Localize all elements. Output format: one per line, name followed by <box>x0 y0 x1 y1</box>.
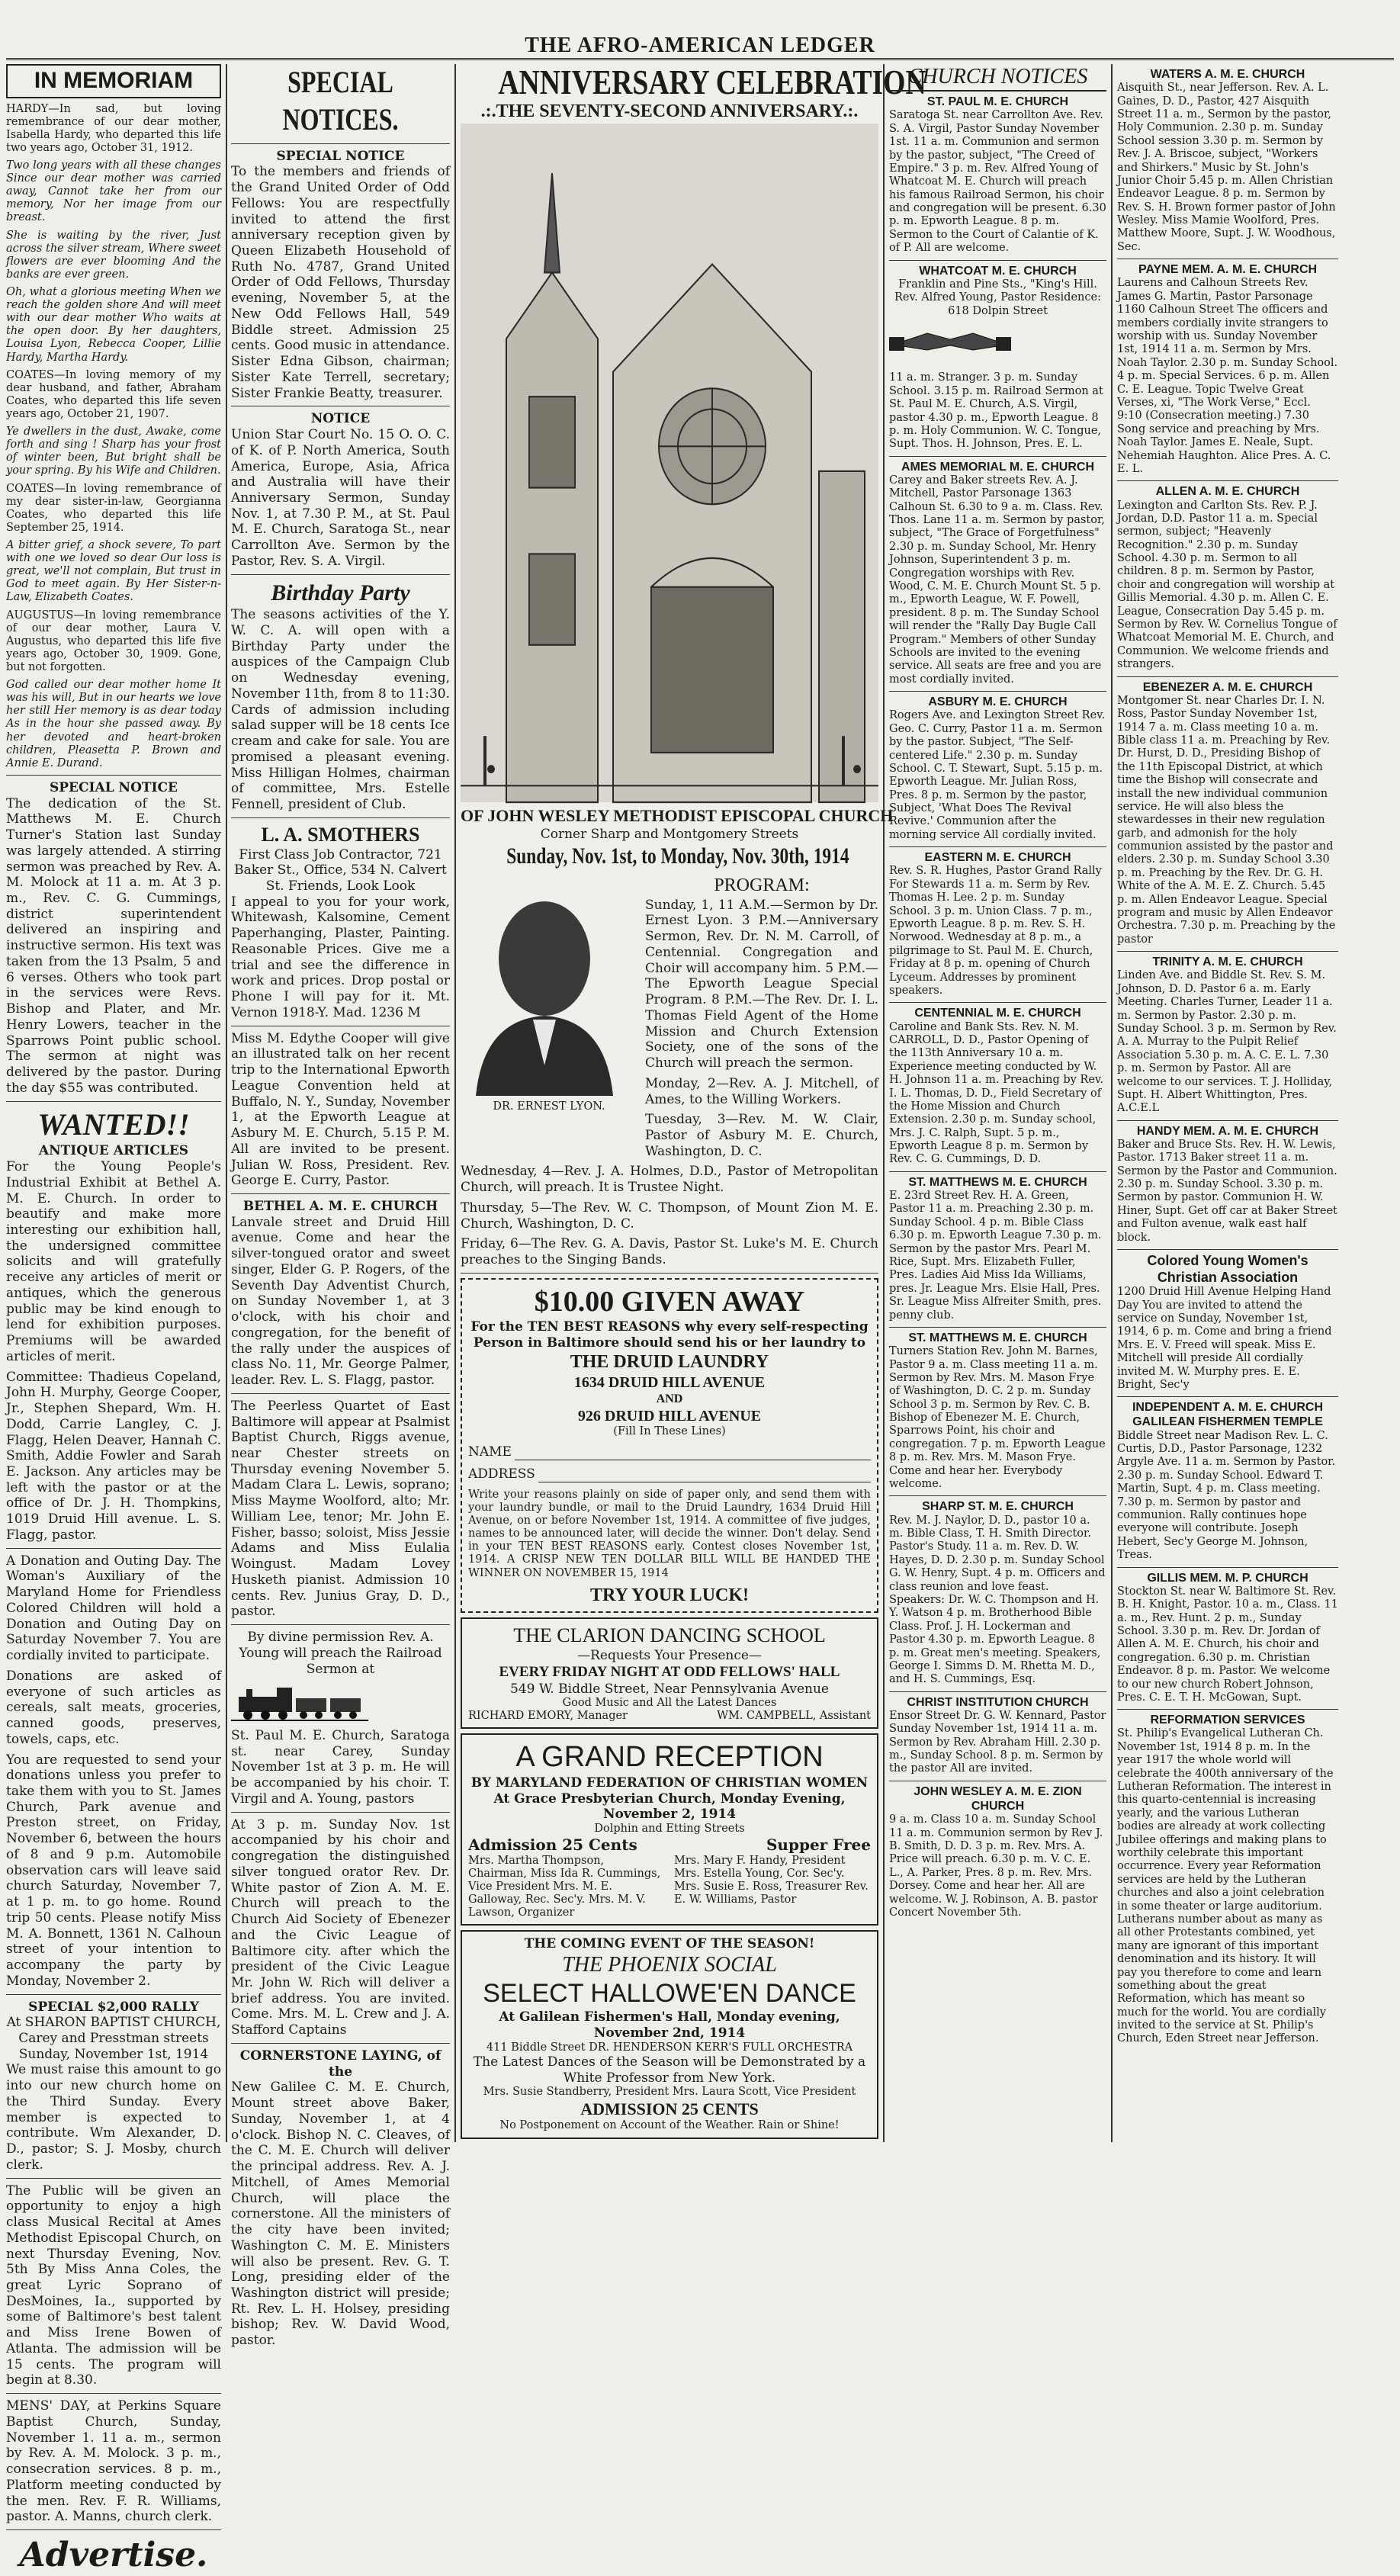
laundry-address-1: 1634 DRUID HILL AVENUE <box>573 1373 766 1391</box>
church-text: Ensor Street Dr. G. W. Kennard, Pastor Sunday November 1st, 1914 11 a. m. Sermon by Rev. Abraham Hill. 2.30 p. m., Sunday School. 8 p. m. Sermon by the pastor All are invited. <box>889 1709 1106 1775</box>
reception-streets: Dolphin and Etting Streets <box>594 1823 745 1836</box>
church-name: WATERS A. M. E. CHURCH <box>1150 68 1305 81</box>
handshake-illustration <box>889 318 1011 360</box>
church-location: Corner Sharp and Montgomery Streets <box>540 827 799 843</box>
column-divider <box>1111 64 1113 2142</box>
church-text: Montgomer St. near Charles Dr. I. N. Ross, Pastor Sunday November 1st, 1914 7 a. m. Class meeting 10 a. m. Bible class 11 a. m. Preaching by Rev. Dr. Hurst, D. D., Presiding Bishop of the 11th Episcopal District, at which time the Bishop will consecrate and install the new individual communion service. He will also bless the stewardesses in their new regulation garb, and admonish for the holy communion assisted by the pastor and elders. 2.30 p. m. Sunday School 3.30 p. m. Preaching by the Rev. Dr. G. H. White of the A. M. E. Z. Church. 5.45 p. m. Allen Endeavor League. Special program and music by Allen Endeavor Orchestra. 7.30 p. m. Preaching by the pastor <box>1117 694 1336 946</box>
church-notice <box>1117 1397 1338 1567</box>
donation-text: Donations are asked of everyone of such articles as cereals, salt meats, groceries, canned goods, preserves, towels, caps, etc. <box>6 1668 221 1747</box>
memoriam-entry: HARDY—In sad, but loving remembrance of our dear mother, Isabella Hardy, who departed this life two years ago, October 31, 1912. <box>6 102 221 154</box>
column-divider <box>454 64 456 2142</box>
name-line <box>468 1444 871 1460</box>
reception-info <box>468 1836 871 1854</box>
phoenix-social-ad <box>461 1930 878 2138</box>
contest-rules: Write your reasons plainly on side of paper only, and send them with your laundry bundle, or mail to the Druid Laundry, 1634 Druid Hill Avenue, on or before November 1st, 1914. A committee of five judges, names to be announced later, will decide the winner. Don't delay. Send in your TEN BEST REASONS early. Contest closes November 1st, 1914. A CRISP NEW TEN DOLLAR BILL WILL BE HANDED THE WINNER ON NOVEMBER 15, 1914 <box>468 1488 871 1579</box>
mens-day-text: MENS' DAY, at Perkins Square Baptist Church, Sunday, November 1. 11 a. m., sermon by Rev. A. M. Molock. 3 p. m., consecration services. 8 p. m., Platform meeting conducted by the men. Rev. F. R. Williams, pastor. A. Manns, church clerk. <box>6 2398 221 2525</box>
cooper-talk-text: Miss M. Edythe Cooper will give an illustrated talk on her recent trip to the International Epworth League Convention held at Buffalo, N. Y., Sunday, November 1, at the Epworth League at Asbury M. E. Church, 5.15 P. M. All are invited to be present. Julian W. Ross, President. Rev. George E. Curry, Pastor. <box>231 1030 450 1189</box>
dance-officers: Mrs. Susie Standberry, President Mrs. Laura Scott, Vice President <box>483 2086 856 2099</box>
church-text: Rogers Ave. and Lexington Street Rev. Geo. C. Curry, Pastor 11 a. m. Sermon by the pastor. Subject, "The Self-centered Life." 2.30 p. m. Sunday School. C. T. Stewart, Supt. 5.15 p. m. Epworth League. Mr. Julian Ross, Pres. 8 p. m. Sermon by the pastor, Subject, 'What Does The Revival Revive.' Communion after the morning service All cordially invited. <box>889 709 1106 841</box>
divider <box>6 1101 221 1102</box>
divider <box>231 143 450 144</box>
dance-admission: ADMISSION 25 CENTS <box>580 2099 759 2118</box>
laundry-name: THE DRUID LAUNDRY <box>570 1351 769 1372</box>
officers-left: Mrs. Martha Thompson, Chairman, Miss Ida R. Cummings, Vice President Mrs. M. E. Galloway, Rec. Sec'y. Mrs. M. V. Lawson, Organizer <box>468 1854 661 1919</box>
reception-admission: Admission 25 Cents <box>468 1836 637 1855</box>
divider <box>231 1393 450 1394</box>
church-text: St. Philip's Evangelical Lutheran Ch. November 1st, 1914 8 p. m. In the year 1917 the whole world will celebrate the 400th anniversary of the Lutheran Reformation. The interest in this quarto-centennial is increasing yearly, and the various Lutheran bodies are already at work collecting Jubilee offerings and making plans to worthily celebrate this important occurrence. Every year Reformation services are held by the Lutheran churches and also a joint celebration in some theater or large auditorium. Lutherans number about as many as all other Protestants combined, yet many are ignorant of this important denomination and its history. It will pay you therefore to come and learn something about the great Reformation, which has meant so much for the world. You are cordially invited to the service at St. Philip's Church, Eden Street near Jefferson. <box>1117 1727 1334 2045</box>
cornerstone-text: New Galilee C. M. E. Church, Mount street above Baker, Sunday, November 1, at 4 o'clock. Bishop N. C. Cleaves, of the C. M. E. Church will deliver the principal address. Rev. A. J. Mitchell, of Ames Memorial Church, will place the cornerstone. All the ministers of the city have been invited; Washington C. M. E. Ministers will also be present. Rev. G. T. Long, presiding elder of the Washington district will preside; Rt. Rev. L. H. Holsey, presiding bishop; Rev. W. David Wood, pastor. <box>231 2080 450 2349</box>
church-notice <box>889 261 1106 369</box>
church-notice <box>889 1328 1106 1496</box>
divider <box>231 1812 450 1813</box>
divider <box>231 1193 450 1194</box>
church-name: INDEPENDENT A. M. E. CHURCH GALILEAN FISHERMEN TEMPLE <box>1132 1401 1324 1429</box>
halloween-heading: SELECT HALLOWE'EN DANCE <box>483 1978 856 2008</box>
masthead-rule <box>6 58 1394 60</box>
church-name: OF JOHN WESLEY METHODIST EPISCOPAL CHURCH <box>461 806 894 826</box>
masthead <box>0 0 1400 57</box>
divider <box>6 2393 221 2394</box>
train-illustration <box>231 1681 368 1723</box>
railroad-sermon-text: By divine permission Rev. A. Young will preach the Railroad Sermon at <box>239 1630 442 1677</box>
smothers-address: First Class Job Contractor, 721 Baker St., Office, 534 N. Calvert St. Friends, Look Look <box>234 846 447 895</box>
church-name: CENTENNIAL M. E. CHURCH <box>914 1007 1081 1020</box>
memoriam-verse: Ye dwellers in the dust, Awake, come forth and sing ! Sharp has your frost of winter been, But bright shall be your spring. By his Wife and Children. <box>6 426 221 477</box>
union-star-notice: Union Star Court No. 15 O. O. C. of K. of P. North America, South America, Europe, Asia, Africa and Australia will have their Anniversary Sermon, Sunday Nov. 1, at 7.30 P. M., at St. Paul M. E. Church, Saratoga St., near Carrollton Ave. Sermon by the Pastor, Rev. S. A. Virgil. <box>231 427 450 569</box>
column-3 <box>461 63 926 2142</box>
church-name: ST. PAUL M. E. CHURCH <box>926 95 1069 109</box>
give-away-sub: For the TEN BEST REASONS why every self-respecting Person in Baltimore should send his or her laundry to <box>470 1319 869 1351</box>
program-block <box>461 875 878 1164</box>
church-name: EBENEZER A. M. E. CHURCH <box>1142 680 1313 694</box>
special-notices-heading: SPECIAL NOTICES. <box>282 65 399 137</box>
smothers-heading: L. A. SMOTHERS <box>261 823 420 846</box>
program-heading: PROGRAM: <box>714 875 810 896</box>
church-name: Colored Young Women's Christian Association <box>1147 1252 1308 1285</box>
church-name: TRINITY A. M. E. CHURCH <box>1152 956 1303 969</box>
laundry-address-2: 926 DRUID HILL AVENUE <box>577 1407 762 1425</box>
church-notice <box>1117 259 1338 481</box>
column-4 <box>889 64 1106 2142</box>
church-notice <box>889 692 1106 847</box>
church-text: Biddle Street near Madison Rev. L. C. Curtis, D.D., Pastor Parsonage, 1232 Argyle Ave. 11 a. m. Sermon by Pastor. 2.30 p. m. Sunday School. Edward T. Martin, Supt. 4 p. m. Class meeting. 7.30 p. m. Sermon by pastor and communion. Rally continues hope everyone will contribute. Joseph Hebert, Sec'y George M. Johnson, Treas. <box>1117 1429 1336 1562</box>
laundry-contest-ad <box>461 1278 878 1613</box>
railroad-sermon-details: St. Paul M. E. Church, Saratoga st. near Carey, Sunday November 1st at 3 p. m. He will be accompanied by his choir. T. Virgil and A. Young, pastors <box>231 1728 450 1807</box>
memoriam-entry: COATES—In loving remembrance of my dear sister-in-law, Georgianna Coates, who departed this life September 25, 1914. <box>6 482 221 534</box>
odd-fellows-notice: To the members and friends of the Grand United Order of Odd Fellows: You are respectfully invited to attend the first anniversary reception given by Queen Elizabeth Household of Ruth No. 4787, Grand United Order of Odd Fellows, Thursday evening, November 5, at the New Odd Fellows Hall, 549 Biddle street. Admission 25 cents. Good music in attendance. Sister Edna Gibson, chairman; Sister Kate Terrell, secretary; Sister Frankie Beatty, treasurer. <box>231 164 450 401</box>
musical-recital-text: The Public will be given an opportunity to enjoy a high class Musical Recital at Ames Methodist Episcopal Church, on next Thursday Evening, Nov. 5th By Miss Anna Coles, the great Lyric Soprano of DesMoines, Ia., supported by some of Baltimore's best talent and Miss Irene Bowen of Atlanta. The admission will be 15 cents. The program will begin at 8.30. <box>6 2183 221 2388</box>
church-illustration <box>461 124 878 802</box>
church-name: SHARP ST. M. E. CHURCH <box>922 1500 1074 1514</box>
wanted-heading: WANTED!! <box>37 1107 190 1142</box>
clarion-heading: THE CLARION DANCING SCHOOL <box>513 1624 826 1646</box>
anniversary-dates: Sunday, Nov. 1st, to Monday, Nov. 30th, 1914 <box>506 843 849 869</box>
church-notice <box>889 1692 1106 1781</box>
church-name: HANDY MEM. A. M. E. CHURCH <box>1136 1124 1319 1138</box>
program-thursday: Thursday, 5—The Rev. W. C. Thompson, of Mount Zion M. E. Church, Washington, D. C. <box>461 1200 878 1232</box>
reception-where: At Grace Presbyterian Church, Monday Evening, November 2, 1914 <box>493 1791 846 1823</box>
church-text: Laurens and Calhoun Streets Rev. James G. Martin, Pastor Parsonage 1160 Calhoun Street The officers and members cordially invite strangers to worship with us. Sunday November 1st, 1914 11 a. m. Sermon by Mrs. Noah Taylor. 2.30 p. m. Sunday School. 4 p. m. Special Services. 6 p. m. Allen C. E. League. Topic Twelve Great Verses, xi, "The Work Verse," Eccl. 9:10 (Consecration meeting.) 7.30 Song service and preaching by Mrs. Noah Taylor. James E. Neale, Supt. Nehemiah Haughton. Alice Pres. A. C. E. L. <box>1117 277 1338 475</box>
portrait-caption: DR. ERNEST LYON. <box>493 1100 605 1113</box>
fill-in-note: (Fill In These Lines) <box>613 1425 726 1438</box>
dance-where: At Galilean Fishermen's Hall, Monday evening, November 2nd, 1914 <box>499 2009 840 2041</box>
dance-text: The Latest Dances of the Season will be Demonstrated by a White Professor from New York. <box>473 2054 866 2086</box>
church-name: ST. MATTHEWS M. E. CHURCH <box>908 1331 1087 1344</box>
memoriam-entry: AUGUSTUS—In loving remembrance of our dear mother, Laura V. Augustus, who departed this life five years ago, October 30, 1909. Gone, but not forgotten. <box>6 609 221 673</box>
clarion-staff <box>468 1710 871 1723</box>
address-blank[interactable] <box>538 1468 871 1482</box>
portrait-box <box>461 875 637 1164</box>
grand-reception-ad <box>461 1733 878 1926</box>
reception-supper: Supper Free <box>766 1836 871 1855</box>
advertise-text: Advertise. <box>19 2536 208 2575</box>
program-monday: Monday, 2—Rev. A. J. Mitchell, of Ames, to the Willing Workers. <box>645 1075 878 1107</box>
give-away-heading: $10.00 GIVEN AWAY <box>534 1285 805 1318</box>
divider <box>6 1994 221 1995</box>
church-notice <box>889 1781 1106 1925</box>
church-name: ALLEN A. M. E. CHURCH <box>1155 485 1300 499</box>
column-1 <box>6 64 221 2575</box>
ernest-lyon-portrait <box>461 875 628 1096</box>
clarion-music: Good Music and All the Latest Dances <box>562 1697 777 1710</box>
bethel-text: Lanvale street and Druid Hill avenue. Come and hear the silver-tongued orator and sweet singer, Elder G. P. Rogers, of the Seventh Day Adventist Church, on Sunday November 1, at 3 o'clock, with his choir and congregation, for the benefit of the rally under the auspices of class No. 11, Mr. George Palmer, leader. Rev. L. S. Flagg, pastor. <box>231 1214 450 1389</box>
church-text: 1200 Druid Hill Avenue Helping Hand Day You are invited to attend the service on Sunday, November 1st, 1914, 6 p. m. Come and bring a friend Mrs. E. V. Freed will speak. Miss E. Mitchell will preside All cordially invited M. W. Murphy pres. E. E. Bright, Sec'y <box>1117 1286 1332 1391</box>
rally-text: We must raise this amount to go into our new church home on the Third Sunday. Every member is expected to contribute. Wm Alexander, D. D., pastor; S. J. Mosby, church clerk. <box>6 2062 221 2173</box>
program-list <box>645 875 878 1164</box>
memoriam-verse: God called our dear mother home It was his will, But in our hearts we love her still Her memory is as dear today As in the hour she passed away. By her devoted and heart-broken children, Pleasetta P. Brown and Annie E. Durand. <box>6 679 221 769</box>
divider <box>6 775 221 776</box>
clarion-assistant: WM. CAMPBELL, Assistant <box>717 1710 871 1723</box>
church-text: Baker and Bruce Sts. Rev. H. W. Lewis, Pastor. 1713 Baker street 11 a. m. Sermon by the Pastor and Communion. 2.30 p. m. Sunday School. 3.30 p. m. Sermon by pastor. Communion H. W. Hiner, Supt. Get off car at Baker Street and Fulton avenue, walk east half block. <box>1117 1138 1337 1244</box>
memoriam-verse: She is waiting by the river, Just across the silver stream, Where sweet flowers are ever blooming And the banks are ever green. <box>6 229 221 281</box>
church-text: Linden Ave. and Biddle St. Rev. S. M. Johnson, D. D. Pastor 6 a. m. Early Meeting. Charles Turner, Leader 11 a. m. Sermon by Pastor. 2.30 p. m. Sunday School. 3 p. m. Sermon by Rev. A. A. Murray to the Pulpit Relief Association 5.30 p. m. A. C. E. L. 7.30 p. m. Sermon by Pastor. All are welcome to our services. T. J. Holliday, Supt. H. Albert Whittington, Pres. A.C.E.L <box>1117 969 1337 1115</box>
church-notice <box>1117 1121 1338 1250</box>
in-memoriam-heading: IN MEMORIAM <box>6 64 221 98</box>
church-notice <box>889 1496 1106 1691</box>
smothers-text: I appeal to you for your work, Whitewash, Kalsomine, Cement Paperhanging, Plaster, Painting. Reasonable Prices. Give me a trial and see the difference in work and prices. Drop postal or Phone I will pay for it. Mt. Vernon 1918-Y. Mad. 1236 M <box>231 894 450 1020</box>
zion-sermon-text: At 3 p. m. Sunday Nov. 1st accompanied by his choir and congregation the distinguished silver tongued orator Rev. Dr. White pastor of Zion A. M. E. Church will preach to the Church Aid Society of Ebenezer and the Civic League of Baltimore city. after which the president of the Civic League Mr. John W. Rich will deliver a brief address. You are invited. Come. Mrs. M. L. Crew and J. A. Stafford Captains <box>231 1816 450 2038</box>
church-text: Rev. M. J. Naylor, D. D., pastor 10 a. m. Bible Class, T. H. Smith Director. Pastor's Study. 11 a. m. Rev. D. W. Hayes, D. D. 2.30 p. m. Sunday School G. W. Henry, Supt. 4 p. m. Officers and class reunion and love feast. Speakers: Dr. W. C. Thompson and H. Y. Watson 4 p. m. Brotherhood Bible Class. Prof. J. H. Lockerman and Pastor 4.30 p. m. Epworth League. 8 p. m. Great men's meeting. Speakers, George I. Simms D. M. Rhetta M. D., and H. S. Cummings, Esq. <box>889 1514 1106 1686</box>
church-text: Stockton St. near W. Baltimore St. Rev. B. H. Knight, Pastor. 10 a. m., Class. 11 a. m., Rev. Hunt. 2 p. m., Sunday School. 3.30 p. m. Rev. Dr. Jordan of Allen A. M. E. Church, his choir and congregation. 6.30 p. m. Christian Endeavor. 8 p. m. Pastor. We welcome to our new church Robert Johnson, Pres. C. E. T. H. McGowan, Supt. <box>1117 1585 1338 1704</box>
church-text: Franklin and Pine Sts., "King's Hill. Rev. Alfred Young, Pastor Residence: 618 Dolpin Street <box>894 278 1101 317</box>
antique-articles-heading: ANTIQUE ARTICLES <box>38 1143 189 1159</box>
church-text: Aisquith St., near Jefferson. Rev. A. L. Gaines, D. D., Pastor, 427 Aisquith Street 11 a. m., Sermon by the pastor, Holy Communion. 2.30 p. m. Sunday School session 3.30 p. m. Sermon by Rev. J. A. Briscoe, subject, "Workers and Shirkers." Music by St. John's Junior Choir 5.45 p. m. Allen Christian Endeavor League. 8 p. m. Sermon by Rev. S. H. Brown former pastor of John Wesley. Miss Mamie Woolford, Pres. Matthew Moore, Supt. J. W. Woodhous, Sec. <box>1117 82 1336 253</box>
clarion-where: 549 W. Biddle Street, Near Pennsylvania Avenue <box>510 1681 829 1697</box>
divider <box>6 1548 221 1549</box>
rally-heading: SPECIAL $2,000 RALLY <box>28 1999 199 2015</box>
laundry-and: AND <box>656 1392 683 1406</box>
church-name: PAYNE MEM. A. M. E. CHURCH <box>1138 263 1318 277</box>
special-notice-heading: SPECIAL NOTICE <box>50 779 178 795</box>
column-5 <box>1117 64 1338 2142</box>
church-name: CHRIST INSTITUTION CHURCH <box>907 1695 1089 1709</box>
name-blank[interactable] <box>515 1446 871 1460</box>
address-label: ADDRESS <box>468 1466 535 1482</box>
church-notice <box>889 1003 1106 1171</box>
memoriam-entry: COATES—In loving memory of my dear husband, and father, Abraham Coates, who departed this life seven years ago, October 21, 1907. <box>6 368 221 420</box>
officers-right: Mrs. Mary F. Handy, President Mrs. Estella Young, Cor. Sec'y. Mrs. Susie E. Ross, Treasurer Rev. E. W. Williams, Pastor <box>674 1854 869 1906</box>
church-text: E. 23rd Street Rev. H. A. Green, Pastor 11 a. m. Preaching 2.30 p. m. Sunday School. 4 p. m. Bible Class 6.30 p. m. Epworth League 7.30 p. m. Sermon by the pastor Mrs. Pearl M. Rice, Supt. Mrs. Elizabeth Fuller, Pres. Ladies Aid Miss Ida Williams, pres. Jr. League Mrs. Elsie Hall, Pres. Sr. League Miss Alfreiter Smith, pres. penny club. <box>889 1190 1102 1322</box>
church-notice <box>889 92 1106 260</box>
reception-by: BY MARYLAND FEDERATION OF CHRISTIAN WOMEN <box>470 1775 869 1791</box>
address-line <box>468 1466 871 1482</box>
divider <box>231 574 450 575</box>
church-notice <box>1117 1710 1338 2051</box>
divider <box>231 817 450 818</box>
memoriam-verse: Oh, what a glorious meeting When we reach the golden shore And will meet with our dear mother Who waits at the open door. By her daughters, Louisa Lyon, Rebecca Cooper, Lillie Hardy, Martha Hardy. <box>6 286 221 364</box>
clarion-when: EVERY FRIDAY NIGHT AT ODD FELLOWS' HALL <box>499 1664 840 1681</box>
program-sunday: Sunday, 1, 11 A.M.—Sermon by Dr. Ernest Lyon. 3 P.M.—Anniversary Sermon, Rev. Dr. N. M. Carroll, of Centennial. Congregation and Choir will accompany him. 5 P.M.—The Epworth League Special Program. 8 P.M.—The Rev. Dr. I. L. Thomas Field Agent of the Home Mission and Church Extension Society, one of the sons of the Church will preach the sermon. <box>645 897 878 1071</box>
church-notice <box>889 1172 1106 1328</box>
clarion-manager: RICHARD EMORY, Manager <box>468 1710 628 1723</box>
church-text: Saratoga St. near Carrollton Ave. Rev. S. A. Virgil, Pastor Sunday November 1st. 11 a. m. Communion and sermon by the pastor, subject, "The Creed of Empire." 3 p. m. Rev. Alfred Young of Whatcoat M. E. Church will preach his famous Railroad Sermon, his choir and congregation will be present. 6.30 p. m. Epworth League. 8 p. m. Sermon to the Court of Calantie of K. of P. All are welcome. <box>889 109 1106 255</box>
church-notice <box>1117 677 1338 952</box>
committee-text: Committee: Thadieus Copeland, John H. Murphy, George Cooper, Jr., Stephen Shepard, Wm. H. Dodd, Carrie Langley, C. J. Flagg, Helen Deaver, Hannah C. Smith, Addie Fowler and Sarah E. Jackson. Any articles may be left with the pastor or at the office of Dr. J. H. Thompkins, 1019 Druid Hill avenue. L. S. Flagg, pastor. <box>6 1369 221 1543</box>
anniversary-heading: ANNIVERSARY CELEBRATION <box>498 63 926 101</box>
divider <box>6 2529 221 2530</box>
church-name: ST. MATTHEWS M. E. CHURCH <box>908 1175 1087 1189</box>
column-divider <box>226 64 227 2142</box>
phoenix-heading: THE PHOENIX SOCIAL <box>562 1952 777 1977</box>
church-notice <box>889 368 1106 456</box>
special-notice-text: The dedication of the St. Matthews M. E. Church Turner's Station last Sunday was largely attended. A stirring sermon was preached by Rev. A. M. Molock at 11 a. m. At 3 p. m., Rev. C. G. Cummings, district superintendent delivered an inspiring and instructive sermon. His text was taken from the 13 Psalm, 5 and 6 verses. Others who took part in the services were Revs. Bishop and Plater, and Mr. Henry Lowers, teacher in the Sparrows Point public school. The sermon at night was delivered by the pastor. During the day $55 was contributed. <box>6 795 221 1096</box>
anniversary-subheading: .:.THE SEVENTY-SECOND ANNIVERSARY.:. <box>480 101 859 122</box>
rally-subheading: At SHARON BAPTIST CHURCH, Carey and Presstman streets Sunday, November 1st, 1914 <box>6 2015 221 2062</box>
church-notice <box>1117 64 1338 259</box>
divider <box>461 1273 878 1274</box>
try-your-luck: TRY YOUR LUCK! <box>589 1585 750 1605</box>
church-notice <box>1117 1250 1338 1397</box>
church-notice <box>1117 952 1338 1120</box>
church-name: REFORMATION SERVICES <box>1150 1714 1305 1727</box>
dance-orchestra: 411 Biddle Street DR. HENDERSON KERR'S FULL ORCHESTRA <box>486 2041 853 2054</box>
memoriam-verse: Two long years with all these changes Since our dear mother was carried away, Cannot take her from our memory, Nor her image from our breast. <box>6 159 221 224</box>
divider <box>231 2043 450 2044</box>
church-text: Rev. S. R. Hughes, Pastor Grand Rally For Stewards 11 a. m. Serm by Rev. Thomas H. Lee. 2 p. m. Sunday School. 3 p. m. Union Class. 7 p. m., Epworth League. 8 p. m. Rev. S. H. Norwood. Wednesday at 8 p. m., a pilgrimage to St. Paul M. E. Church, Friday at 8 p. m. opening of Church Lyceum. Addresses by prominent speakers. <box>889 865 1102 997</box>
program-tuesday: Tuesday, 3—Rev. M. W. Clair, Pastor of Asbury M. E. Church, Washington, D. C. <box>645 1112 878 1159</box>
newspaper-title: THE AFRO-AMERICAN LEDGER <box>525 34 875 57</box>
church-name: ASBURY M. E. CHURCH <box>928 695 1068 709</box>
clarion-dancing-ad <box>461 1617 878 1730</box>
church-text: 9 a. m. Class 10 a. m. Sunday School 11 a. m. Communion sermon by Rev J. B. Smith, D. D. 3 p. m. Rev. Mrs. A. Price will preach. 6.30 p. m. V. C. E. L., A. Parker, Pres. 8 p. m. Rev. Mrs. Dorsey. Come and hear her. All are welcome. W. J. Robinson, A. B. pastor Concert November 5th. <box>889 1813 1103 1919</box>
memoriam-list <box>6 103 221 770</box>
quartet-text: The Peerless Quartet of East Baltimore will appear at Psalmist Baptist Church, Riggs avenue, near Chester streets on Thursday evening November 5. Madam Clara L. Lewis, soprano; Miss Mayme Woolford, alto; Mr. William Lee, tenor; Mr. John E. Fisher, basso; soloist, Miss Jessie Adams and Miss Eulalia Woingust. Madam Lovey Husketh pianist. Admission 10 cents. Rev. Junius Gray, D. D., pastor. <box>231 1398 450 1620</box>
column-2 <box>231 64 450 2349</box>
church-notice <box>889 847 1106 1003</box>
name-label: NAME <box>468 1444 512 1460</box>
church-text: 11 a. m. Stranger. 3 p. m. Sunday School. 3.15 p. m. Railroad Sermon at St. Paul M. E. Church, A.S. Virgil, pastor 4.30 p. m., Epworth League. 8 p. m. Holy Communion. W. C. Tongue, Supt. Thos. H. Johnson, Pres. E. L. <box>889 371 1103 451</box>
church-name: GILLIS MEM. M. P. CHURCH <box>1147 1571 1308 1585</box>
coming-event: THE COMING EVENT OF THE SEASON! <box>524 1936 815 1952</box>
bethel-heading: BETHEL A. M. E. CHURCH <box>242 1198 438 1214</box>
divider <box>231 1624 450 1625</box>
clarion-sub: —Requests Your Presence— <box>577 1647 762 1663</box>
notice-heading: SPECIAL NOTICE <box>276 148 405 164</box>
program-wednesday: Wednesday, 4—Rev. J. A. Holmes, D.D., Pastor of Metropolitan Church, will preach. It is Trustee Night. <box>461 1164 878 1196</box>
church-text: Carey and Baker streets Rev. A. J. Mitchell, Pastor Parsonage 1363 Calhoun St. 6.30 to 9 a. m. Class. Rev. Thos. Lane 11 a. m. Sermon by pastor, subject, "The Grace of Forgetfulness" 2.30 p. m. Sunday School, Mr. Henry Johnson, Superintendent 3 p. m. Congregation worships with Rev. Wood, C. M. E. Church Mount St. 5 p. m., Epworth League, W. F. Powell, president. 8 p. m. The Sunday School will render the "Rally Day Bugle Call Program." Members of other Sunday Schools are invited to the evening service. All seats are free and you are most cordially invited. <box>889 474 1105 686</box>
church-text: Turners Station Rev. John M. Barnes, Pastor 9 a. m. Class meeting 11 a. m. Sermon by Rev. Mrs. M. Mason Frye of Washington, D. C. 2 p. m. Sunday School 3 p. m. Sermon by Rev. C. B. Bishop of Ebenezer M. E. Church, Sparrows Point, his choir and congregation. 7 p. m. Epworth League 8 p. m. Rev. Mrs. M. Mason Frye. Come and hear her. Everybody welcome. <box>889 1345 1106 1491</box>
divider <box>6 2178 221 2179</box>
church-notice <box>1117 1568 1338 1710</box>
church-name: AMES MEMORIAL M. E. CHURCH <box>901 460 1095 474</box>
church-text: Lexington and Carlton Sts. Rev. P. J. Jordan, D.D. Pastor 11 a. m. Special sermon, subject; "Heavenly Recognition." 2.30 p. m. Sunday School. 4.30 p. m. Sermon to all children. 8 p. m. Sermon by Pastor, choir and congregation will worship at Gillis Memorial. 4.30 p. m. Allen C. E. League, Consecration Day 5.45 p. m. Sermon by Rev. W. Cornelius Tongue of Whatcoat Memorial M. E. Church, and Communion. We welcome friends and strangers. <box>1117 499 1337 671</box>
column-divider <box>883 64 885 2142</box>
notice-heading: NOTICE <box>310 411 371 427</box>
donation-text: You are requested to send your donations unless you prefer to take them with you to St. James Church, Park avenue and Preston street, on Friday, November 6, between the hours of 8 and 9 p.m. Automobile observation cars will leave said church Saturday, November 7, at 1 p. m. to go home. Round trip 50 cents. Please notify Miss M. A. Bonnett, 1361 N. Calhoun street of your intention to accompany the party by Monday, November 2. <box>6 1752 221 1989</box>
reception-heading: A GRAND RECEPTION <box>515 1741 824 1774</box>
church-name: JOHN WESLEY A. M. E. ZION CHURCH <box>914 1784 1082 1813</box>
church-name: EASTERN M. E. CHURCH <box>924 851 1071 865</box>
reception-officers <box>468 1855 871 1920</box>
church-text: Caroline and Bank Sts. Rev. N. M. CARROLL, D. D., Pastor Opening of the 113th Anniversary 10 a. m. Experience meeting conducted by W. H. Johnson 11 a. m. Preaching by Rev. I. L. Thomas, D. D., Field Secretary of the Home Mission and Church Extension. 2.30 p. m. Sunday school, Mrs. J. C. Ralph, Supt. 5 p. m., Epworth League 8 p. m. Sermon by Rev. C. G. Cummings, D. D. <box>889 1020 1103 1166</box>
church-notice <box>889 457 1106 692</box>
donation-text: A Donation and Outing Day. The Woman's Auxiliary of the Maryland Home for Friendless Colored Children will hold a Donation and Outing Day on Saturday November 7. You are cordially invited to participate. <box>6 1553 221 1664</box>
memoriam-verse: A bitter grief, a shock severe, To part with one we loved so dear Our loss is great, we'll not complain, But trust in God to meet again. By Her Sister-n-Law, Elizabeth Coates. <box>6 538 221 604</box>
birthday-party-text: The seasons activities of the Y. W. C. A. will open with a Birthday Party under the auspices of the Campaign Club on Wednesday evening, November 11th, from 8 to 11:30. Cards of admission including salad supper will be 18 cents Ice cream and cake for sale. You are promised a pleasant evening. Miss Hilligan Holmes, chairman of committee, Mrs. Estelle Fennell, president of Club. <box>231 607 450 813</box>
church-notice <box>1117 481 1338 676</box>
cornerstone-heading: CORNERSTONE LAYING, of the <box>239 2048 442 2080</box>
wanted-text: For the Young People's Industrial Exhibit at Bethel A. M. E. Church. In order to beautify and make more interesting our exhibition hall, the undersigned committee solicits and will gratefully receive any articles of merit or antiques, which the generous public may be kind enough to lend for exhibition purposes. Premiums will be awarded articles of merit. <box>6 1159 221 1364</box>
church-name: WHATCOAT M. E. CHURCH <box>919 264 1077 278</box>
program-friday: Friday, 6—The Rev. G. A. Davis, Pastor St. Luke's M. E. Church preaches to the Singing Bands. <box>461 1236 878 1268</box>
church-notices-heading: CHURCH NOTICES <box>889 64 1106 92</box>
birthday-party-heading: Birthday Party <box>271 580 410 605</box>
dance-note: No Postponement on Account of the Weather. Rain or Shine! <box>499 2119 840 2132</box>
